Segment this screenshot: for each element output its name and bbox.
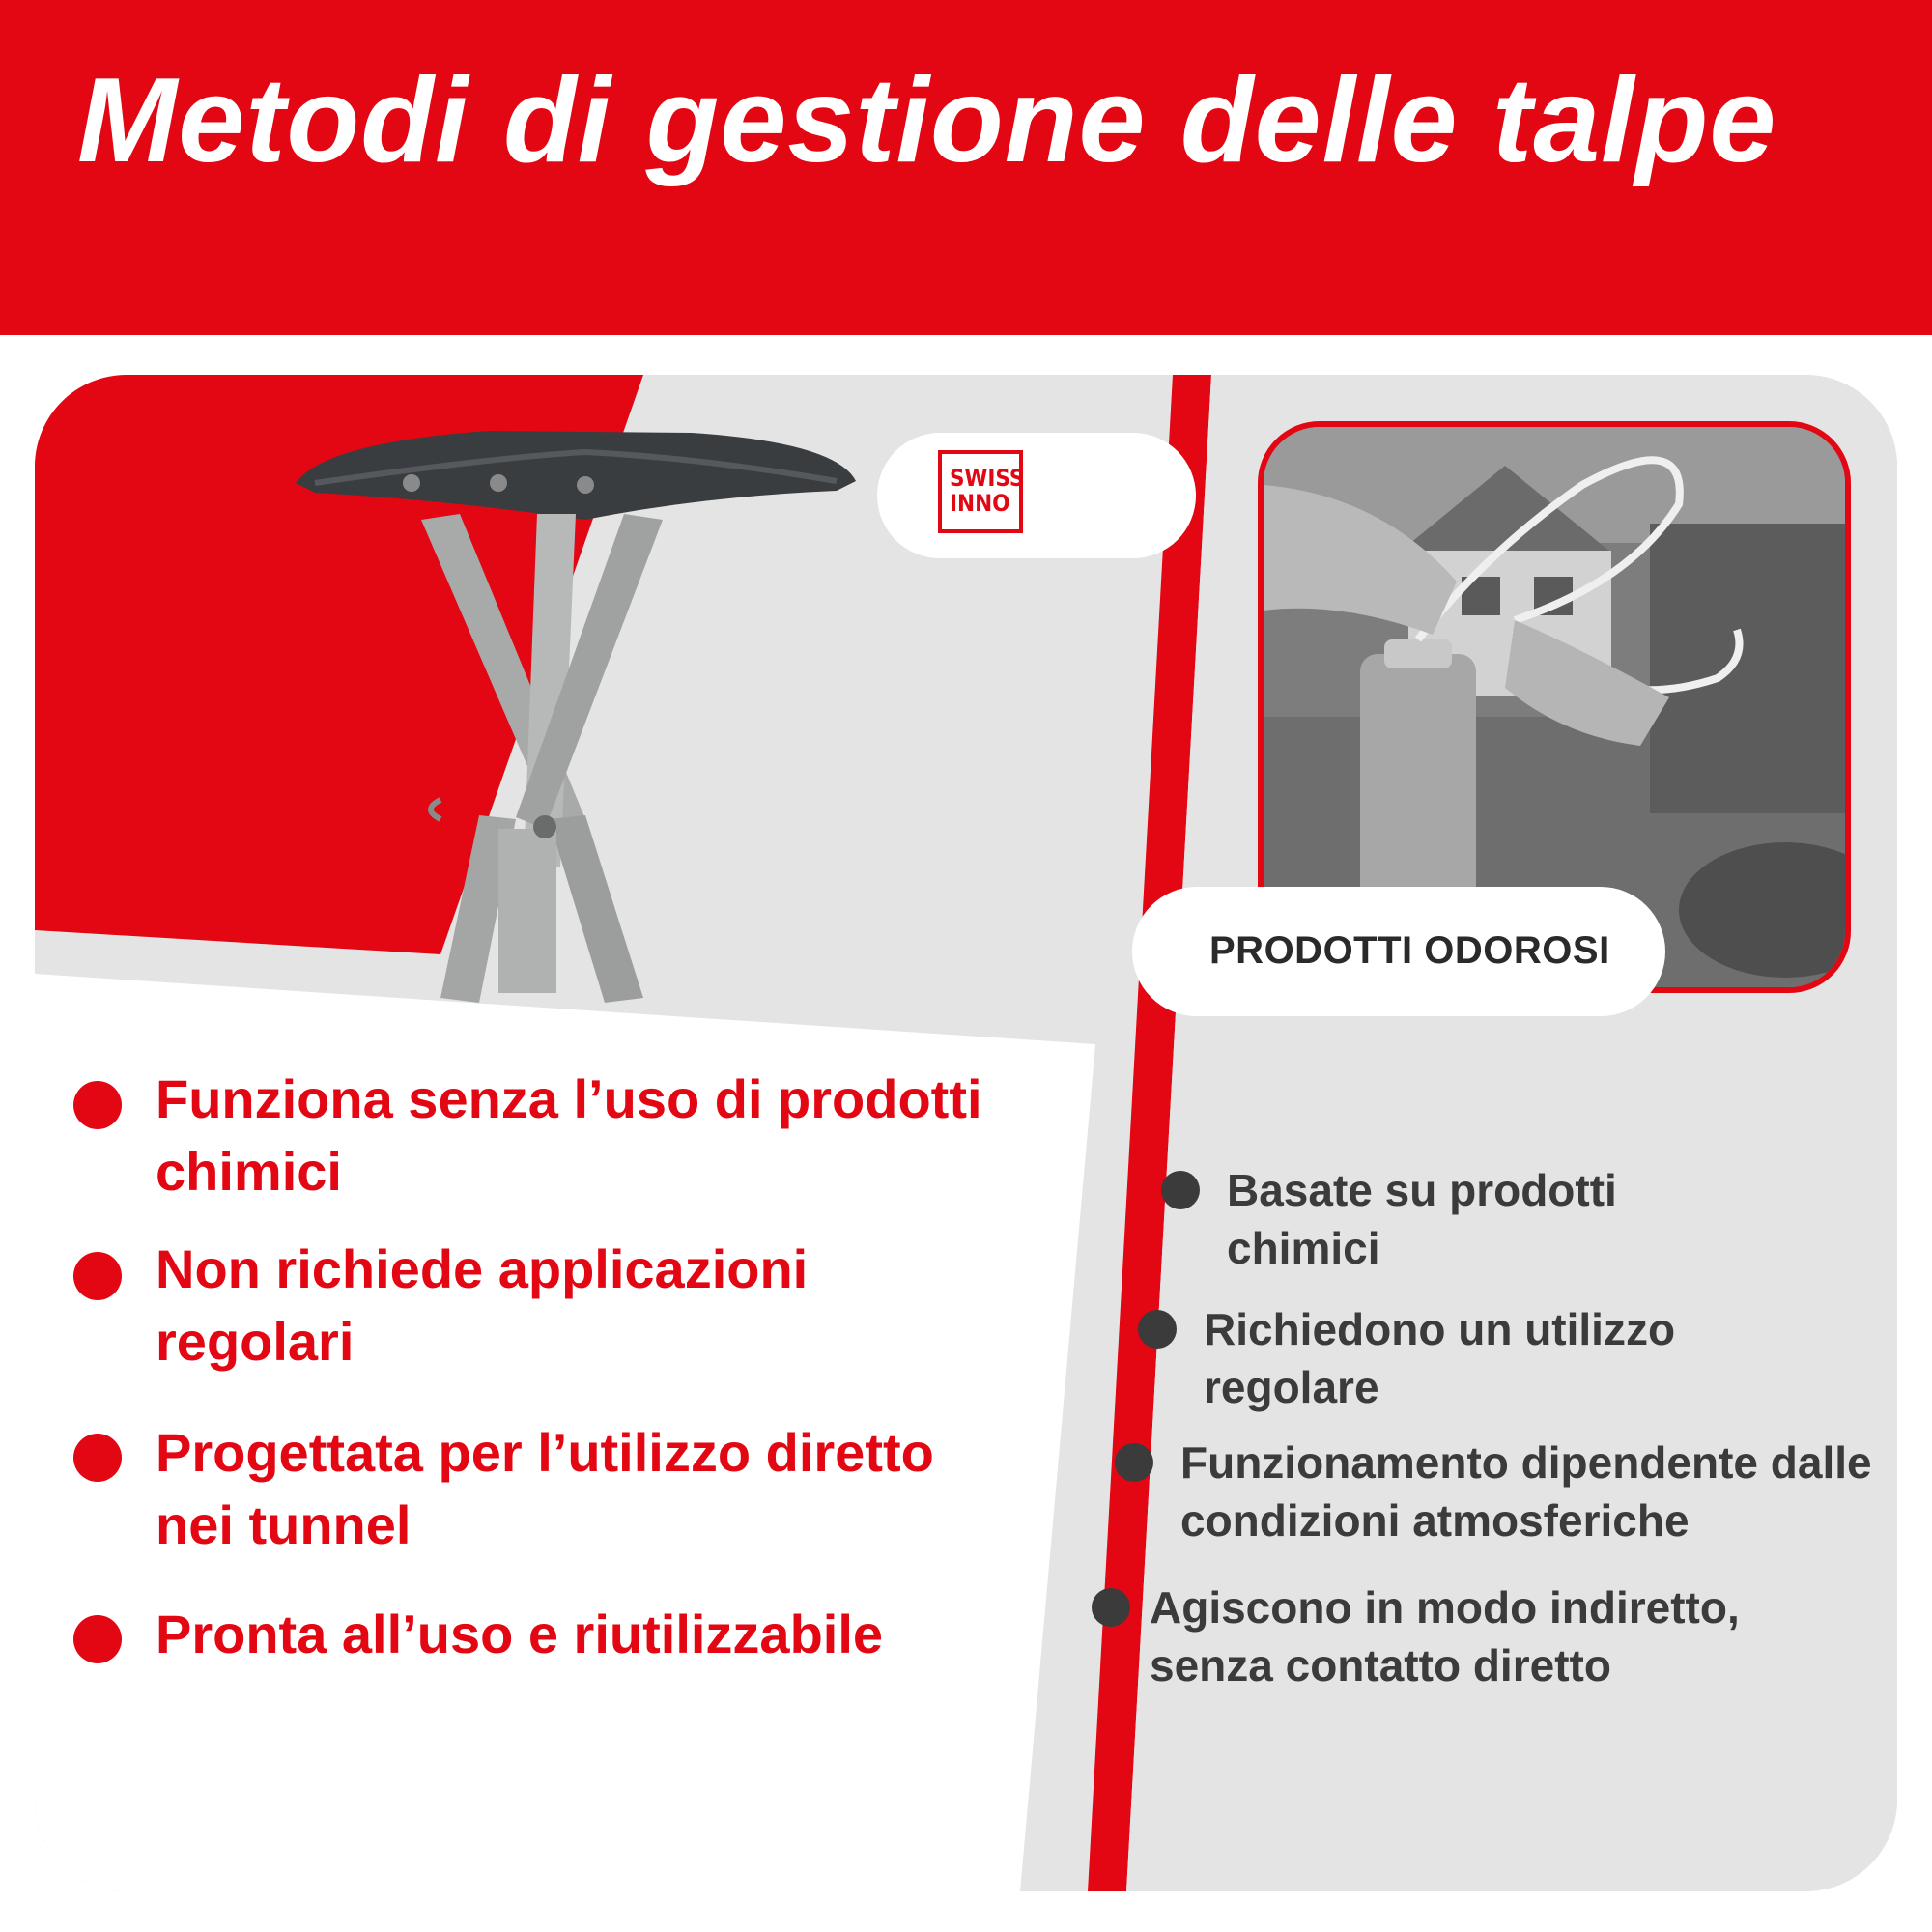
logo-line-2: INNO [950, 490, 1010, 517]
brand-logo [938, 450, 1023, 533]
bullet-dot [73, 1434, 122, 1482]
brand-logo-pill [877, 433, 1196, 558]
comparison-item: Richiedono un utilizzo regolare [1204, 1304, 1676, 1412]
bullet-dot [73, 1252, 122, 1300]
odor-products-label-pill [1132, 887, 1665, 1016]
feature-item: Funziona senza l’uso di prodotti chimici [156, 1068, 982, 1202]
bullet-dot [1138, 1310, 1177, 1349]
feature-item: Pronta all’uso e riutilizzabile [156, 1604, 884, 1664]
logo-line-1: SWISS [950, 465, 1025, 492]
page-title: Metodi di gestione delle talpe [77, 54, 1777, 187]
bullet-dot [73, 1081, 122, 1129]
bullet-dot [1161, 1171, 1200, 1209]
comparison-item: Basate su prodotti chimici [1227, 1165, 1617, 1273]
comparison-card [35, 375, 1897, 1891]
feature-item: Progettata per l’utilizzo diretto nei tunnel [156, 1422, 934, 1555]
bullet-dot [1092, 1588, 1130, 1627]
comparison-item: Agiscono in modo indiretto, senza contatto diretto [1150, 1582, 1740, 1690]
comparison-item: Funzionamento dipendente dalle condizioni atmosferiche [1180, 1437, 1872, 1546]
feature-item: Non richiede applicazioni regolari [156, 1238, 809, 1372]
bullet-dot [1115, 1443, 1153, 1482]
header-banner [0, 0, 1932, 335]
bullet-dot [73, 1615, 122, 1663]
mole-trap-image [296, 413, 856, 1012]
odor-products-label: PRODOTTI ODOROSI [1209, 929, 1610, 972]
